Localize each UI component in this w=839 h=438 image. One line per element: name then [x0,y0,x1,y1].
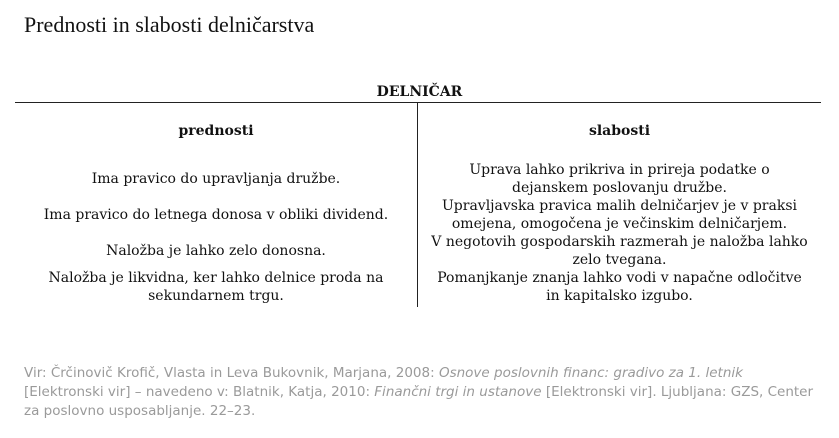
disadvantage-item: Pomanjkanje znanja lahko vodi v napačne odločitve in kapitalsko izgubo. [437,270,802,304]
source-title-italic: Finančni trgi in ustanove [374,384,542,400]
source-text: Vir: Črčinovič Krofič, Vlasta in Leva Bukovnik, Marjana, 2008: [24,365,439,381]
source-text: [Elektronski vir] – navedeno v: Blatnik, Katja, 2010: [24,384,375,400]
disadvantage-item: Uprava lahko prikriva in prireja podatke o dejanskem poslovanju družbe. [469,162,770,196]
page-title: Prednosti in slabosti delničarstva [24,12,315,37]
advantage-item: Ima pravico do letnega donosa v obliki dividend. [43,207,389,223]
disadvantages-heading: slabosti [588,123,651,139]
disadvantage-item: V negotovih gospodarskih razmerah je naložba lahko zelo tvegana. [431,234,808,268]
source-title-italic: Osnove poslovnih financ: gradivo za 1. letnik [438,365,743,381]
advantage-item: Ima pravico do upravljanja družbe. [91,171,341,187]
table-header: DELNIČAR [376,84,463,100]
advantage-item: Naložba je lahko zelo donosna. [106,243,326,259]
disadvantages-column [418,103,821,304]
advantages-column [15,103,417,304]
source-text: [Elektronski vir]. Ljubljana: GZS, Center za poslovno usposabljanje. 22–23. [24,384,814,419]
advantage-item: Naložba je likvidna, ker lahko delnice proda na sekundarnem trgu. [48,270,384,304]
disadvantage-item: Upravljavska pravica malih delničarjev je v praksi omejena, omogočena je večinskim delničarjem. [442,198,797,232]
advantages-heading: prednosti [178,123,254,139]
source-citation [24,364,824,421]
